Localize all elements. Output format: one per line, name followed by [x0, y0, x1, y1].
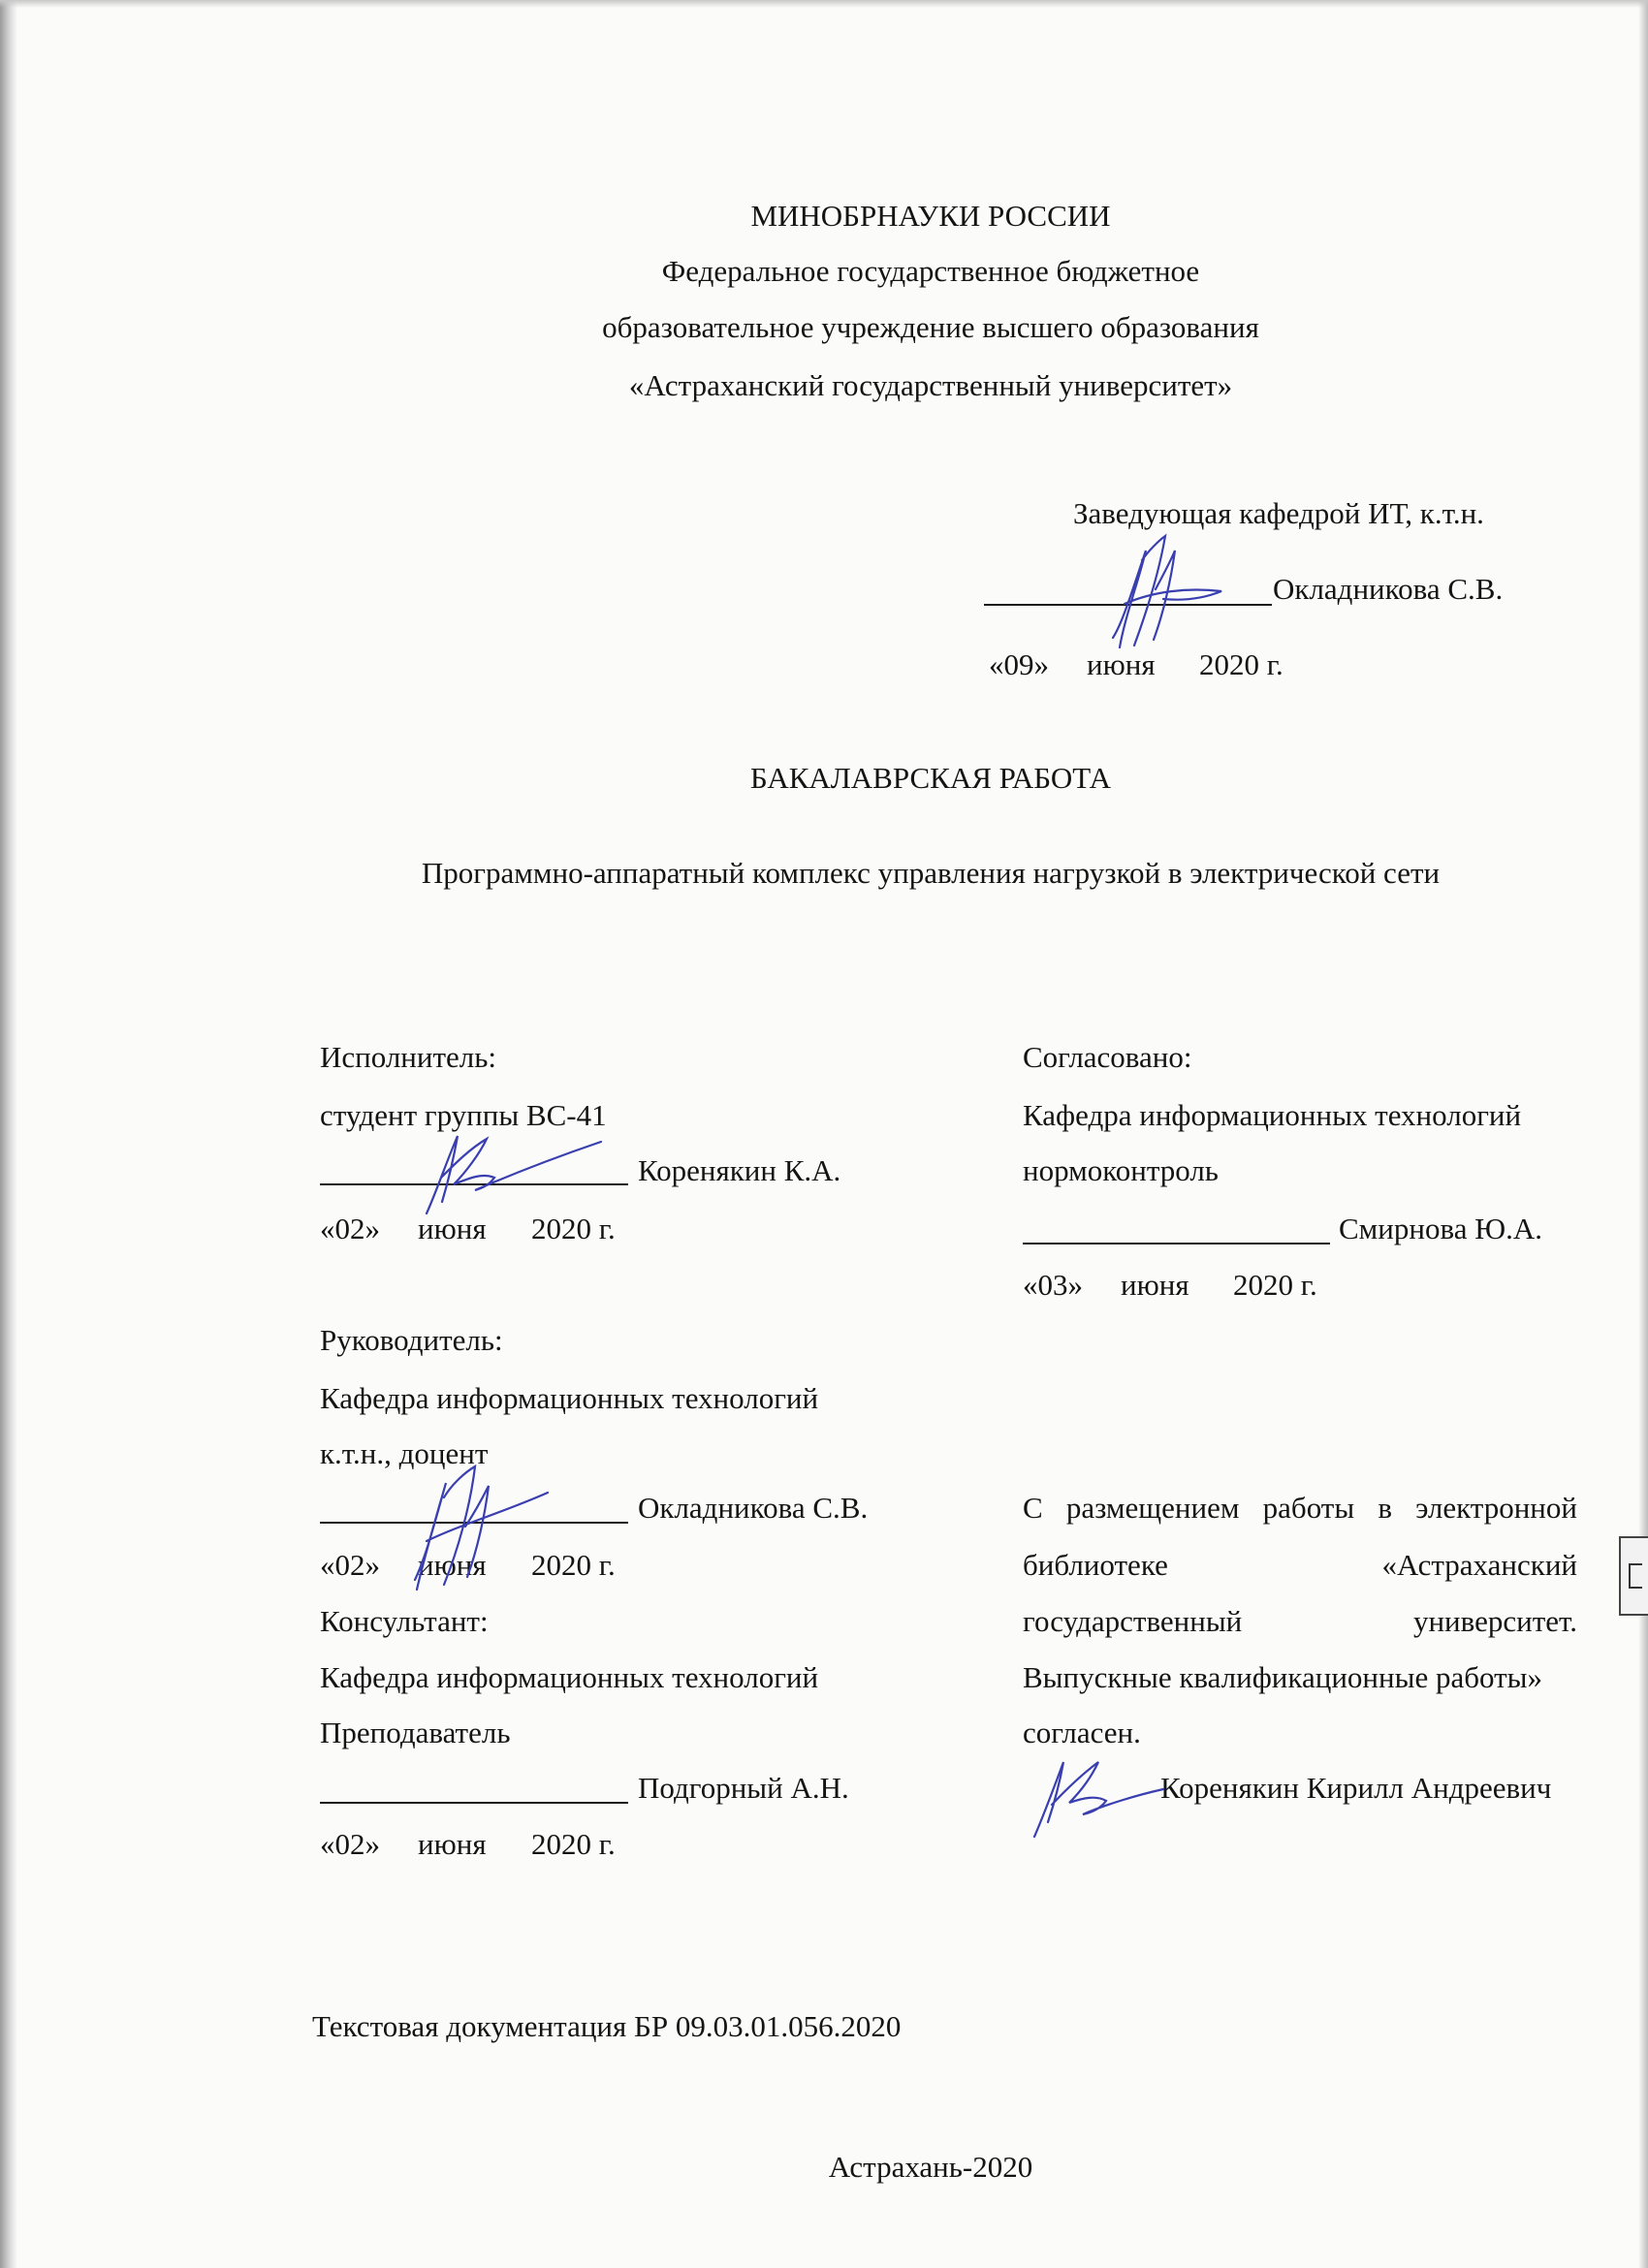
- supervisor-role: к.т.н., доцент: [320, 1436, 489, 1470]
- consent-signer-name: Коренякин Кирилл Андреевич: [1160, 1771, 1552, 1805]
- approver-position: Заведующая кафедрой ИТ, к.т.н.: [1073, 496, 1484, 530]
- consultant-signature-line: [320, 1802, 628, 1804]
- approval-date-month: июня: [1087, 647, 1156, 681]
- binder-tab: [1619, 1536, 1648, 1616]
- consent-word: работы: [1262, 1491, 1355, 1525]
- consent-word: С: [1023, 1491, 1043, 1525]
- agreed-name: Смирнова Ю.А.: [1339, 1212, 1542, 1245]
- supervisor-date-day: «02»: [320, 1548, 380, 1582]
- agreed-date-month: июня: [1121, 1268, 1189, 1302]
- executor-role: студент группы ВС-41: [320, 1098, 607, 1132]
- agreed-dept: Кафедра информационных технологий: [1023, 1098, 1522, 1132]
- approver-name: Окладникова С.В.: [1273, 572, 1504, 606]
- consent-line-4: Выпускные квалификационные работы»: [1023, 1660, 1542, 1694]
- executor-signature: [397, 1124, 611, 1221]
- consent-signature: [1023, 1745, 1168, 1842]
- executor-label: Исполнитель:: [320, 1040, 497, 1074]
- consent-line-3: [1023, 1604, 1577, 1639]
- agreed-date-year: 2020 г.: [1233, 1268, 1317, 1302]
- city-year: Астрахань-2020: [828, 2150, 1033, 2184]
- work-type: БАКАЛАВРСКАЯ РАБОТА: [749, 761, 1112, 795]
- consultant-date-day: «02»: [320, 1827, 380, 1861]
- ministry-line: МИНОБРНАУКИ РОССИИ: [750, 199, 1111, 233]
- org-line-1: Федеральное государственное бюджетное: [661, 254, 1200, 288]
- consent-word: библиотеке: [1023, 1548, 1168, 1582]
- supervisor-label: Руководитель:: [320, 1323, 503, 1357]
- agreed-date-day: «03»: [1023, 1268, 1083, 1302]
- consultant-label: Консультант:: [320, 1604, 489, 1638]
- supervisor-name: Окладникова С.В.: [638, 1491, 869, 1525]
- supervisor-dept: Кафедра информационных технологий: [320, 1381, 819, 1415]
- org-line-2: образовательное учреждение высшего образования: [602, 310, 1259, 344]
- work-title: Программно-аппаратный комплекс управления нагрузкой в электрической сети: [421, 856, 1441, 890]
- executor-name: Коренякин К.А.: [638, 1153, 841, 1187]
- executor-date-day: «02»: [320, 1212, 380, 1245]
- consultant-dept: Кафедра информационных технологий: [320, 1660, 819, 1694]
- supervisor-date-month: июня: [418, 1548, 487, 1582]
- document-code: Текстовая документация БР 09.03.01.056.2020: [312, 2009, 902, 2043]
- supervisor-signature: [388, 1459, 553, 1594]
- agreed-label: Согласовано:: [1023, 1040, 1192, 1074]
- consent-word: «Астраханский: [1381, 1548, 1577, 1582]
- agreed-signature-line: [1023, 1243, 1330, 1244]
- consent-word: государственный: [1023, 1604, 1243, 1638]
- consultant-role: Преподаватель: [320, 1716, 511, 1749]
- consent-line-5: согласен.: [1023, 1716, 1141, 1749]
- consultant-name: Подгорный А.Н.: [638, 1771, 849, 1805]
- university-name: «Астраханский государственный университет»: [628, 368, 1233, 402]
- scan-edge-top: [0, 0, 1648, 8]
- agreed-role: нормоконтроль: [1023, 1153, 1219, 1187]
- approver-signature: [1066, 531, 1231, 657]
- supervisor-date-year: 2020 г.: [531, 1548, 616, 1582]
- consultant-date-year: 2020 г.: [531, 1827, 616, 1861]
- approval-date-day: «09»: [989, 647, 1049, 681]
- consent-word: университет.: [1412, 1604, 1577, 1638]
- consent-word: в: [1378, 1491, 1392, 1525]
- consent-word: электронной: [1415, 1491, 1577, 1525]
- executor-date-year: 2020 г.: [531, 1212, 616, 1245]
- consent-word: размещением: [1065, 1491, 1240, 1525]
- approval-date-year: 2020 г.: [1199, 647, 1284, 681]
- consultant-date-month: июня: [418, 1827, 487, 1861]
- consent-line-2: [1023, 1548, 1577, 1583]
- executor-date-month: июня: [418, 1212, 487, 1245]
- consent-line-1: [1023, 1491, 1577, 1526]
